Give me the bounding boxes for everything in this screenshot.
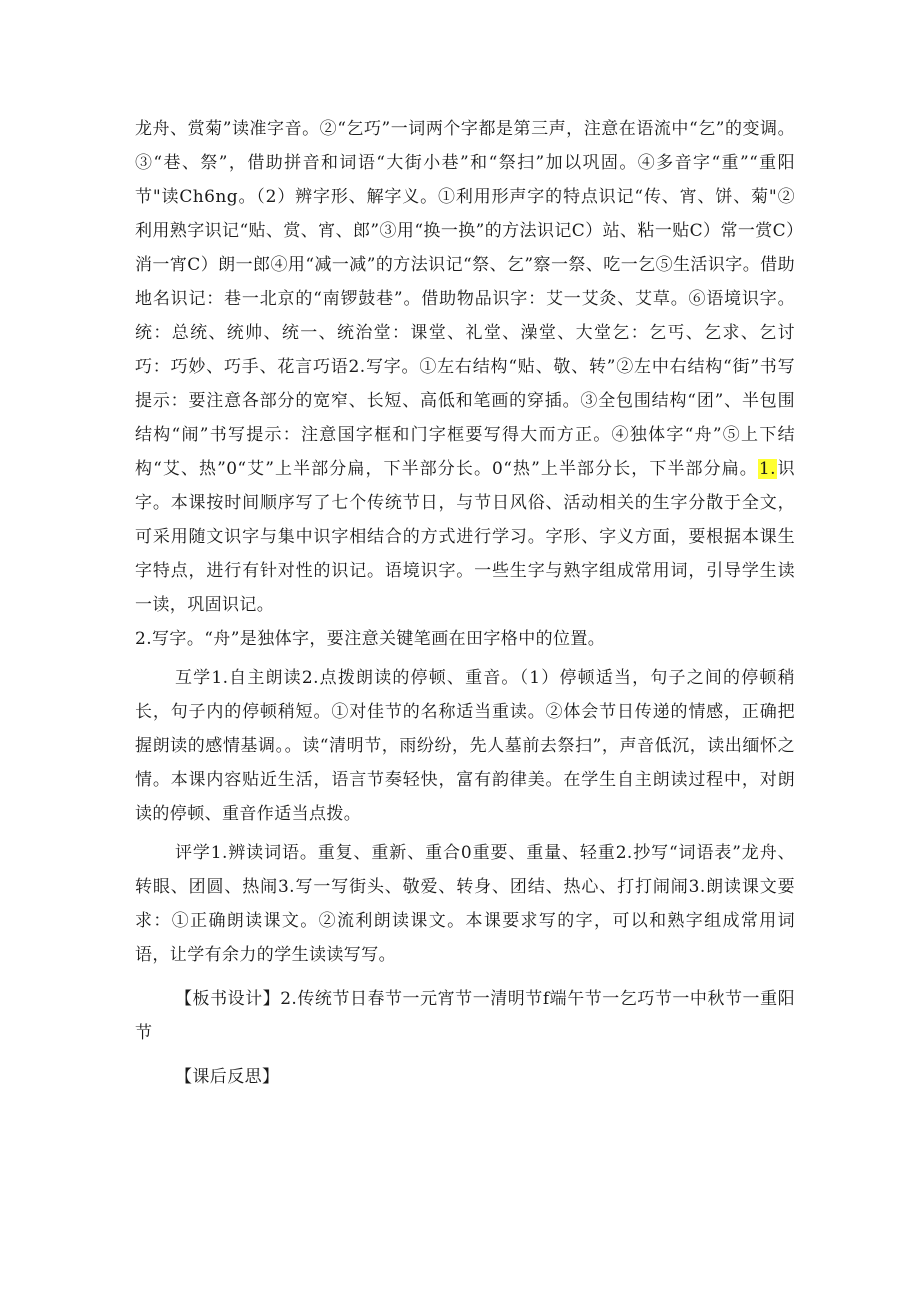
- document-body: [135, 112, 795, 1094]
- paragraph-literacy-text-b: 识字。本课按时间顺序写了七个传统节日，与节日风俗、活动相关的生字分散于全文，可采用随文识字与集中识字相结合的方式进行学习。字形、字义方面，要根据本课生字特点，进行有针对性的识记。语境识字。一些生字与熟字组成常用词，引导学生读一读，巩固识记。: [135, 459, 795, 615]
- highlighted-number: 1.: [758, 459, 776, 479]
- paragraph-literacy: [135, 112, 795, 622]
- paragraph-writing: 2.写字。“舟”是独体字，要注意关键笔画在田字格中的位置。: [135, 629, 606, 649]
- paragraph-literacy-text-a: 龙舟、赏菊”读准字音。②“乞巧”一词两个字都是第三声，注意在语流中“乞”的变调。③“巷、祭”，借助拼音和词语“大街小巷”和“祭扫”加以巩固。④多音字“重”“重阳节"读Ch6ng。（2）辨字形、解字义。①利用形声字的特点识记“传、宵、饼、菊"②利用熟字识记“贴、赏、宵、郎”③用“换一换”的方法识记C）站、粘一贴C）常一赏C）消一宵C）朗一郎④用“减一减”的方法识记“祭、乞”察一祭、吃一乞⑤生活识字。借助地名识记：巷一北京的“南锣鼓巷”。借助物品识字：艾一艾灸、艾草。⑥语境识字。统：总统、统帅、统一、统治堂：课堂、礼堂、澡堂、大堂乞：乞丐、乞求、乞讨巧：巧妙、巧手、花言巧语2.写字。①左右结构“贴、敬、转”②左中右结构“街”书写提示：要注意各部分的宽窄、长短、高低和笔画的穿插。③全包围结构“团”、半包围结构“闹”书写提示：注意国字框和门字框要写得大而方正。④独体字“舟”⑤上下结构“艾、热”0“艾”上半部分扁，下半部分长。0“热”上半部分长，下半部分扁。: [135, 119, 795, 479]
- paragraph-evaluation: 评学1.辨读词语。重复、重新、重合0重要、重量、轻重2.抄写“词语表”龙舟、转眼、团圆、热闹3.写一写街头、敬爱、转身、团结、热心、打打闹闹3.朗读课文要求：①正确朗读课文。②流利朗读课文。本课要求写的字，可以和熟字组成常用词语，让学有余力的学生读读写写。: [135, 843, 795, 965]
- paragraph-mutual-learning: 互学1.自主朗读2.点拨朗读的停顿、重音。（1）停顿适当，句子之间的停顿稍长，句子内的停顿稍短。①对佳节的名称适当重读。②体会节日传递的情感，正确把握朗读的感情基调。。读“清明节，雨纷纷，先人墓前去祭扫”，声音低沉，读出缅怀之情。本课内容贴近生活，语言节奏轻快，富有韵律美。在学生自主朗读过程中，对朗读的停顿、重音作适当点拨。: [135, 668, 795, 824]
- paragraph-reflection-heading: 【课后反思】: [175, 1067, 280, 1087]
- paragraph-board-design: 【板书设计】2.传统节日春节一元宵节一清明节f端午节一乞巧节一中秋节一重阳节: [135, 989, 795, 1043]
